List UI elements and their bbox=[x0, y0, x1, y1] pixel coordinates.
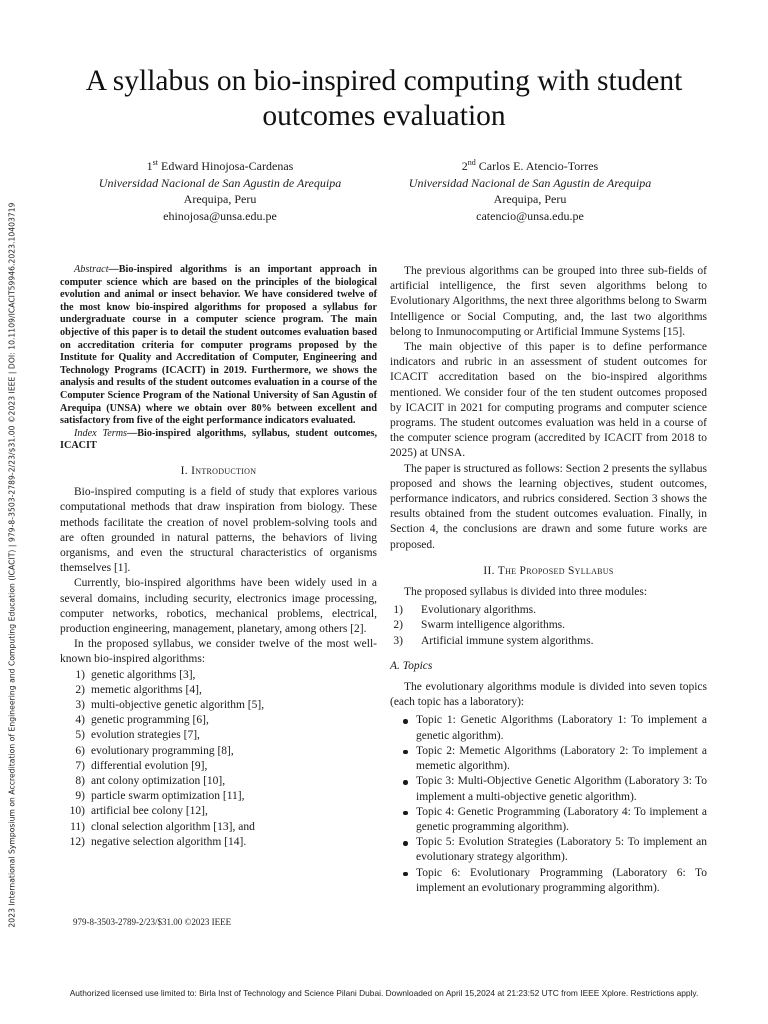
author-name: 2nd Carlos E. Atencio-Torres bbox=[461, 158, 599, 173]
abstract: Abstract—Bio-inspired algorithms is an important approach in computer science which are based on the principles of the biological evolution and animal or insect behavior. We have considered twelve of the most know bio-inspired algorithms for proposed a syllabus for undergraduate course in a computer science program. The main objective of this paper is to detail the student outcomes evaluation based on accreditation criteria for computer programs proposed by the Institute for Quality and Accreditation of Computer, Engineering and Technology Programs (ICACIT) in 2019. Furthermore, we shows the analysis and results of the student outcomes evaluation in a course of the Computer Science Program of the National University of San Agustin of Arequipa (UNSA) where we obtain over 80% between excellent and satisfactory from five of the eight performance indicators evaluated. bbox=[60, 264, 377, 427]
left-column bbox=[60, 264, 377, 850]
list-item: 10) artificial bee colony [12], bbox=[69, 805, 208, 818]
list-item: Topic 1: Genetic Algorithms (Laboratory 1: To implement a genetic algorithm). bbox=[390, 713, 707, 743]
right-column bbox=[390, 264, 707, 896]
list-item: 8) ant colony optimization [10], bbox=[75, 774, 226, 787]
list-item: Topic 2: Memetic Algorithms (Laboratory 2: To implement a memetic algorithm). bbox=[390, 744, 707, 774]
author-email: catencio@unsa.edu.pe bbox=[476, 208, 584, 223]
list-item: 1) Evolutionary algorithms. bbox=[393, 604, 536, 617]
author-block-1 bbox=[60, 155, 380, 224]
index-terms: Index Terms—Bio-inspired algorithms, syllabus, student outcomes, ICACIT bbox=[60, 427, 377, 452]
list-item: 1) genetic algorithms [3], bbox=[75, 668, 196, 681]
list-item: 9) particle swarm optimization [11], bbox=[75, 790, 245, 803]
author-location: Arequipa, Peru bbox=[493, 192, 567, 206]
author-location: Arequipa, Peru bbox=[183, 192, 257, 206]
author-affiliation: Universidad Nacional de San Agustin de Arequipa bbox=[98, 175, 342, 190]
intro-paragraph-3: In the proposed syllabus, we consider twelve of the most well-known bio-inspired algorithms: bbox=[60, 638, 377, 666]
algorithm-list bbox=[60, 668, 377, 850]
list-item: 11) clonal selection algorithm [13], and bbox=[70, 820, 255, 833]
intro-paragraph-2: Currently, bio-inspired algorithms have been widely used in a several domains, including security, electronics image processing, computer networks, robotics, mechanical problems, electrical, production engineering, management, planetary, among others [2]. bbox=[60, 577, 377, 635]
syllabus-paragraph-1: The proposed syllabus is divided into three modules: bbox=[404, 586, 648, 599]
list-item: 12) negative selection algorithm [14]. bbox=[69, 835, 247, 848]
module-list bbox=[390, 603, 707, 649]
intro-paragraph-1: Bio-inspired computing is a field of study that explores various computational methods that draw inspiration from biology. These methods facilitate the creation of novel problem-solving tools and are often grounded in natural patterns, the behaviors of living organisms, and even the structural characteristics of organisms themselves [1]. bbox=[60, 486, 377, 575]
list-item: 6) evolutionary programming [8], bbox=[75, 744, 234, 757]
list-item: Topic 5: Evolution Strategies (Laboratory 5: To implement an evolutionary strategy algorithm). bbox=[390, 835, 707, 865]
author-block-2 bbox=[370, 155, 690, 224]
side-publication-text: 2023 International Symposium on Accreditation of Engineering and Computing Education (ICACIT) | 979-8-3503-2789-2/23/$31.00 ©2023 IEEE | DOI: 10.1109/ICACIT59946.2023.10403719 bbox=[7, 202, 17, 928]
side-publication-note bbox=[2, 155, 22, 975]
intro-paragraph-5: The main objective of this paper is to define performance indicators and rubric in an assessment of student outcomes for ICACIT accreditation based on the bio-inspired algorithms mentioned. We consider four of the ten student outcomes proposed by ICACIT in 2021 for computing programs and computer science programs. The student outcomes evaluation was held in a course of the computer science program (accredited by ICACIT from 2018 to 2025) at UNSA. bbox=[390, 341, 707, 460]
topics-intro: The evolutionary algorithms module is divided into seven topics (each topic has a laboratory): bbox=[390, 681, 707, 709]
copyright-notice: 979-8-3503-2789-2/23/$31.00 ©2023 IEEE bbox=[73, 917, 232, 927]
list-item: 7) differential evolution [9], bbox=[75, 759, 208, 772]
list-item: 4) genetic programming [6], bbox=[75, 714, 209, 727]
list-item: 3) multi-objective genetic algorithm [5], bbox=[75, 698, 265, 711]
paper-title: A syllabus on bio-inspired computing with student outcomes evaluation bbox=[85, 65, 683, 132]
list-item: 5) evolution strategies [7], bbox=[75, 729, 200, 742]
author-email: ehinojosa@unsa.edu.pe bbox=[163, 208, 277, 223]
list-item: Topic 3: Multi-Objective Genetic Algorithm (Laboratory 3: To implement a multi-objective genetic algorithm). bbox=[390, 774, 707, 804]
license-footer: Authorized licensed use limited to: Birla Inst of Technology and Science Pilani Dubai. Downloaded on April 15,2024 at 21:23:52 UTC from IEEE Xplore. Restrictions apply. bbox=[69, 988, 699, 998]
list-item: Topic 6: Evolutionary Programming (Laboratory 6: To implement an evolutionary programming algorithm). bbox=[390, 866, 707, 896]
section-heading-introduction: I. Introduction bbox=[180, 464, 257, 477]
intro-paragraph-6: The paper is structured as follows: Section 2 presents the syllabus proposed and shows the learning objectives, student outcomes, performance indicators, and rubrics considered. Section 3 shows the results obtained from the student outcomes evaluation. Finally, in Section 4, the conclusions are drawn and some future works are proposed. bbox=[390, 462, 707, 551]
list-item: 2) Swarm intelligence algorithms. bbox=[393, 619, 566, 632]
subsection-heading-topics: A. Topics bbox=[390, 659, 433, 672]
topic-list bbox=[390, 713, 707, 895]
list-item: Topic 4: Genetic Programming (Laboratory 4: To implement a genetic programming algorithm). bbox=[390, 805, 707, 835]
intro-paragraph-4: The previous algorithms can be grouped into three sub-fields of artificial intelligence, the first seven algorithms belong to Evolutionary Algorithms, the next three algorithms belong to Swarm Intelligence or Social Computing, and, the last two algorithms belong to Inmunocomputing or Artificial Immune Systems [15]. bbox=[390, 265, 707, 338]
list-item: 2) memetic algorithms [4], bbox=[75, 683, 202, 696]
section-heading-syllabus: II. The Proposed Syllabus bbox=[483, 564, 614, 577]
author-name: 1st Edward Hinojosa-Cardenas bbox=[146, 158, 294, 173]
list-item: 3) Artificial immune system algorithms. bbox=[393, 634, 594, 647]
author-affiliation: Universidad Nacional de San Agustin de Arequipa bbox=[408, 175, 652, 190]
